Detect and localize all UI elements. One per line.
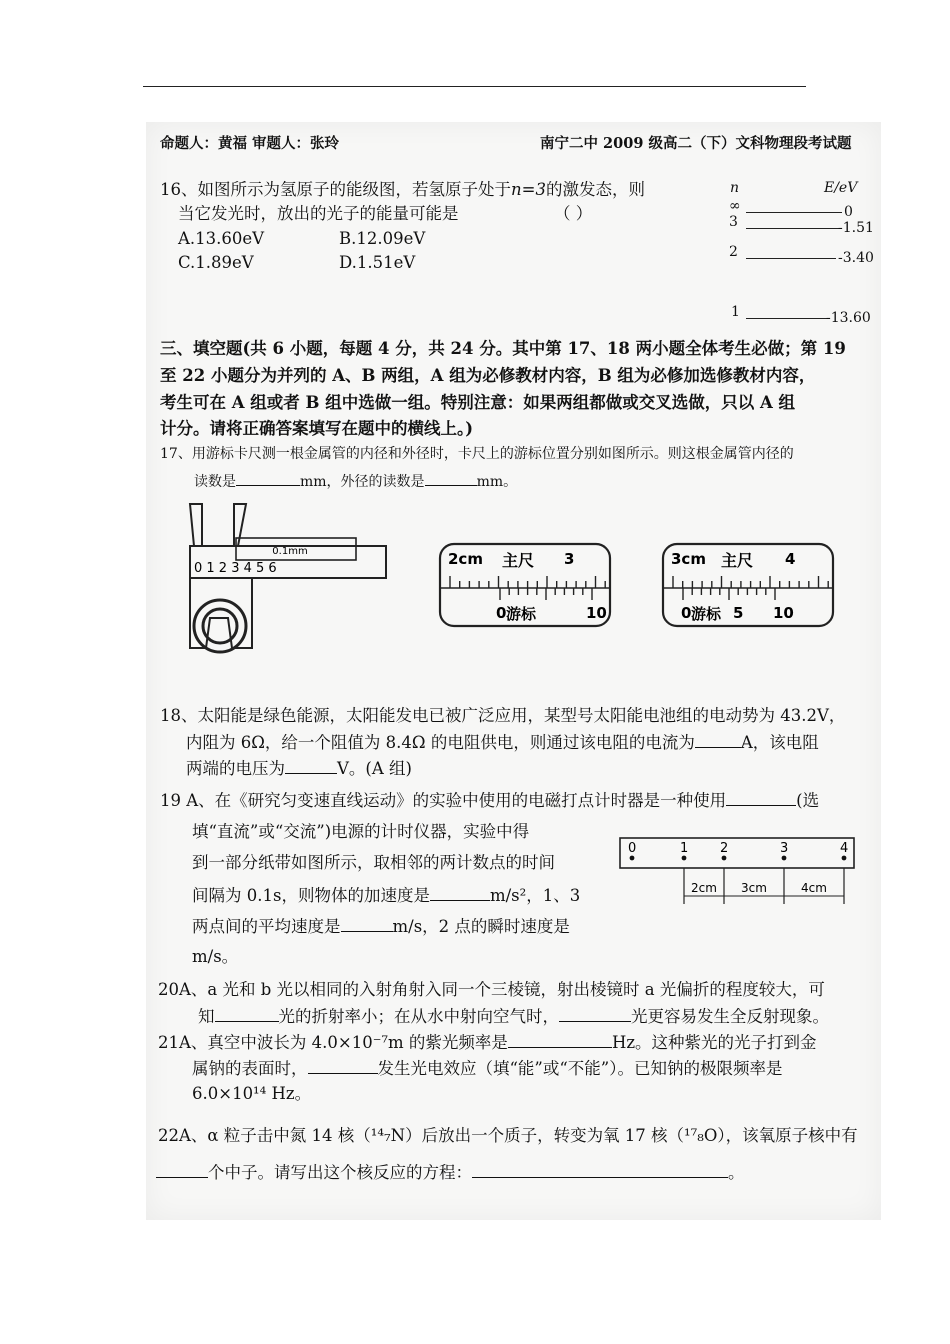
- level-line-2: [746, 258, 836, 259]
- q20-line1: 20A、a 光和 b 光以相同的入射角射入同一个三棱镜，射出棱镜时 a 光偏折的程度较大，可: [158, 980, 825, 999]
- q20-blank-total-reflection: [559, 1006, 631, 1022]
- q21-line2: 属钠的表面时， 发生光电效应（填“能”或“不能”）。已知钠的极限频率是: [192, 1059, 783, 1078]
- tape-point-label: 2: [720, 841, 729, 856]
- q19-line3: 到一部分纸带如图所示，取相邻的两计数点的时间: [192, 853, 555, 872]
- tape-dot: [782, 856, 787, 861]
- q18-line3: 两端的电压为 V。(A 组): [186, 759, 412, 778]
- q20-blank-low-index: [215, 1006, 279, 1022]
- q16-option-d: D.1.51eV: [339, 253, 416, 272]
- q21-blank-frequency: [508, 1032, 612, 1048]
- q19-line6: m/s。: [192, 947, 239, 966]
- box1-num: 3: [564, 550, 575, 568]
- q17-blank-outer: [425, 470, 477, 486]
- q18-line1: 18、太阳能是绿色能源，太阳能发电已被广泛应用，某型号太阳能电池组的电动势为 43.2V，: [160, 706, 846, 725]
- caliper-figure: [160, 498, 390, 668]
- q22-line2: 个中子。请写出这个核反应的方程： 。: [156, 1162, 745, 1183]
- level-e-header: E/eV: [824, 180, 858, 196]
- section3-line4: 计分。请将正确答案填写在题中的横线上。): [160, 419, 474, 438]
- top-rule: [143, 86, 806, 87]
- q17-line1: 17、用游标卡尺测一根金属管的内径和外径时，卡尺上的游标位置分别如图所示。则这根金属管内径的: [160, 446, 794, 462]
- q20-line2: 知 光的折射率小；在从水中射向空气时， 光更容易发生全反射现象。: [198, 1007, 829, 1026]
- q18-blank-current: [695, 732, 741, 748]
- box2-v5: 5: [733, 604, 744, 622]
- level-n-1: 1: [731, 304, 740, 320]
- q21-line3: 6.0×10¹⁴ Hz。: [192, 1084, 312, 1103]
- box2-main: 主尺: [721, 551, 754, 570]
- vernier-box-inner: [438, 542, 614, 630]
- box2-v10: 10: [773, 604, 794, 622]
- caliper-vernier-label: 0.1mm: [272, 546, 308, 557]
- box2-v0: 0: [681, 604, 692, 622]
- level-line-inf: [746, 212, 842, 213]
- q21-blank-photoelectric: [308, 1058, 378, 1074]
- tape-dot: [842, 856, 847, 861]
- level-e-2: -3.40: [838, 250, 874, 266]
- q18-blank-voltage: [285, 758, 337, 774]
- level-e-1: -13.60: [826, 310, 871, 326]
- level-n-3: 3: [729, 214, 738, 230]
- q22-blank-equation: [472, 1162, 728, 1178]
- tape-distance-label: 3cm: [741, 881, 767, 895]
- q22-line1: 22A、α 粒子击中氮 14 核（¹⁴₇N）后放出一个质子，转变为氧 17 核（¹⁷₈O），该氧原子核中有: [158, 1126, 858, 1145]
- box1-vlabel: 游标: [506, 605, 537, 623]
- box2-num: 4: [785, 550, 796, 568]
- level-n-2: 2: [729, 244, 738, 260]
- q18-line2: 内阻为 6Ω，给一个阻值为 8.4Ω 的电阻供电，则通过该电阻的电流为 A，该电阻: [186, 733, 819, 752]
- exam-page-scan: [146, 122, 881, 1220]
- tape-distance-label: 4cm: [801, 881, 827, 895]
- q16-line2: 当它发光时，放出的光子的能量可能是: [178, 204, 459, 223]
- q19-blank-avg-velocity: [341, 916, 393, 932]
- section3-line3: 考生可在 A 组或者 B 组中选做一组。特别注意：如果两组都做或交叉选做，只以 A 组: [160, 393, 796, 412]
- author-line: 命题人：黄福 审题人：张玲: [160, 135, 340, 152]
- level-e-3: -1.51: [838, 220, 874, 236]
- paper-tape-figure: [618, 830, 858, 910]
- level-n-inf: ∞: [729, 198, 741, 214]
- q19-line4: 间隔为 0.1s，则物体的加速度是 m/s²，1、3: [192, 886, 581, 905]
- q19-line2: 填“直流”或“交流”)电源的计时仪器，实验中得: [192, 822, 530, 841]
- vernier-box-outer: [661, 542, 837, 630]
- q22-blank-neutrons: [156, 1162, 208, 1178]
- tape-point-label: 3: [780, 841, 789, 856]
- tape-dot: [722, 856, 727, 861]
- q21-line1: 21A、真空中波长为 4.0×10⁻⁷m 的紫光频率是 Hz。这种紫光的光子打到金: [158, 1033, 817, 1052]
- box1-v10: 10: [586, 604, 607, 622]
- exam-title: 南宁二中 2009 级高二（下）文科物理段考试题: [540, 135, 852, 152]
- tape-dot: [682, 856, 687, 861]
- q17-blank-inner: [236, 470, 300, 486]
- level-n-header: n: [730, 180, 740, 196]
- level-e-inf: 0: [844, 204, 853, 220]
- q16-answer-paren: （ ）: [554, 204, 593, 223]
- box1-cm: 2cm: [448, 550, 483, 568]
- q19-blank-current-type: [726, 790, 796, 806]
- section3-line2: 至 22 小题分为并列的 A、B 两组，A 组为必修教材内容，B 组为必修加选修教材内容，: [160, 366, 816, 385]
- q16-line1: 16、如图所示为氢原子的能级图，若氢原子处于n=3的激发态，则: [160, 180, 645, 199]
- tape-dot: [630, 856, 635, 861]
- q19-line1: 19 A、在《研究匀变速直线运动》的实验中使用的电磁打点计时器是一种使用 (选: [160, 791, 820, 810]
- q16-option-b: B.12.09eV: [339, 229, 426, 248]
- section3-line1: 三、填空题(共 6 小题，每题 4 分，共 24 分。其中第 17、18 两小题全体考生必做；第 19: [160, 339, 846, 358]
- caliper-scale-label: 0 1 2 3 4 5 6: [194, 561, 277, 576]
- q16-option-c: C.1.89eV: [178, 253, 254, 272]
- tape-point-label: 1: [680, 841, 689, 856]
- q19-line5: 两点间的平均速度是 m/s，2 点的瞬时速度是: [192, 917, 570, 936]
- box1-v0: 0: [496, 604, 507, 622]
- tape-distance-label: 2cm: [691, 881, 717, 895]
- box2-vlabel: 游标: [691, 605, 722, 623]
- level-line-1: [746, 318, 828, 319]
- tape-point-label: 0: [628, 841, 637, 856]
- tape-point-label: 4: [840, 841, 849, 856]
- box1-main: 主尺: [502, 551, 535, 570]
- q16-option-a: A.13.60eV: [178, 229, 265, 248]
- level-line-3: [746, 228, 842, 229]
- q19-blank-acceleration: [430, 885, 490, 901]
- box2-cm: 3cm: [671, 550, 706, 568]
- q17-line2: 读数是 mm，外径的读数是 mm。: [194, 470, 517, 492]
